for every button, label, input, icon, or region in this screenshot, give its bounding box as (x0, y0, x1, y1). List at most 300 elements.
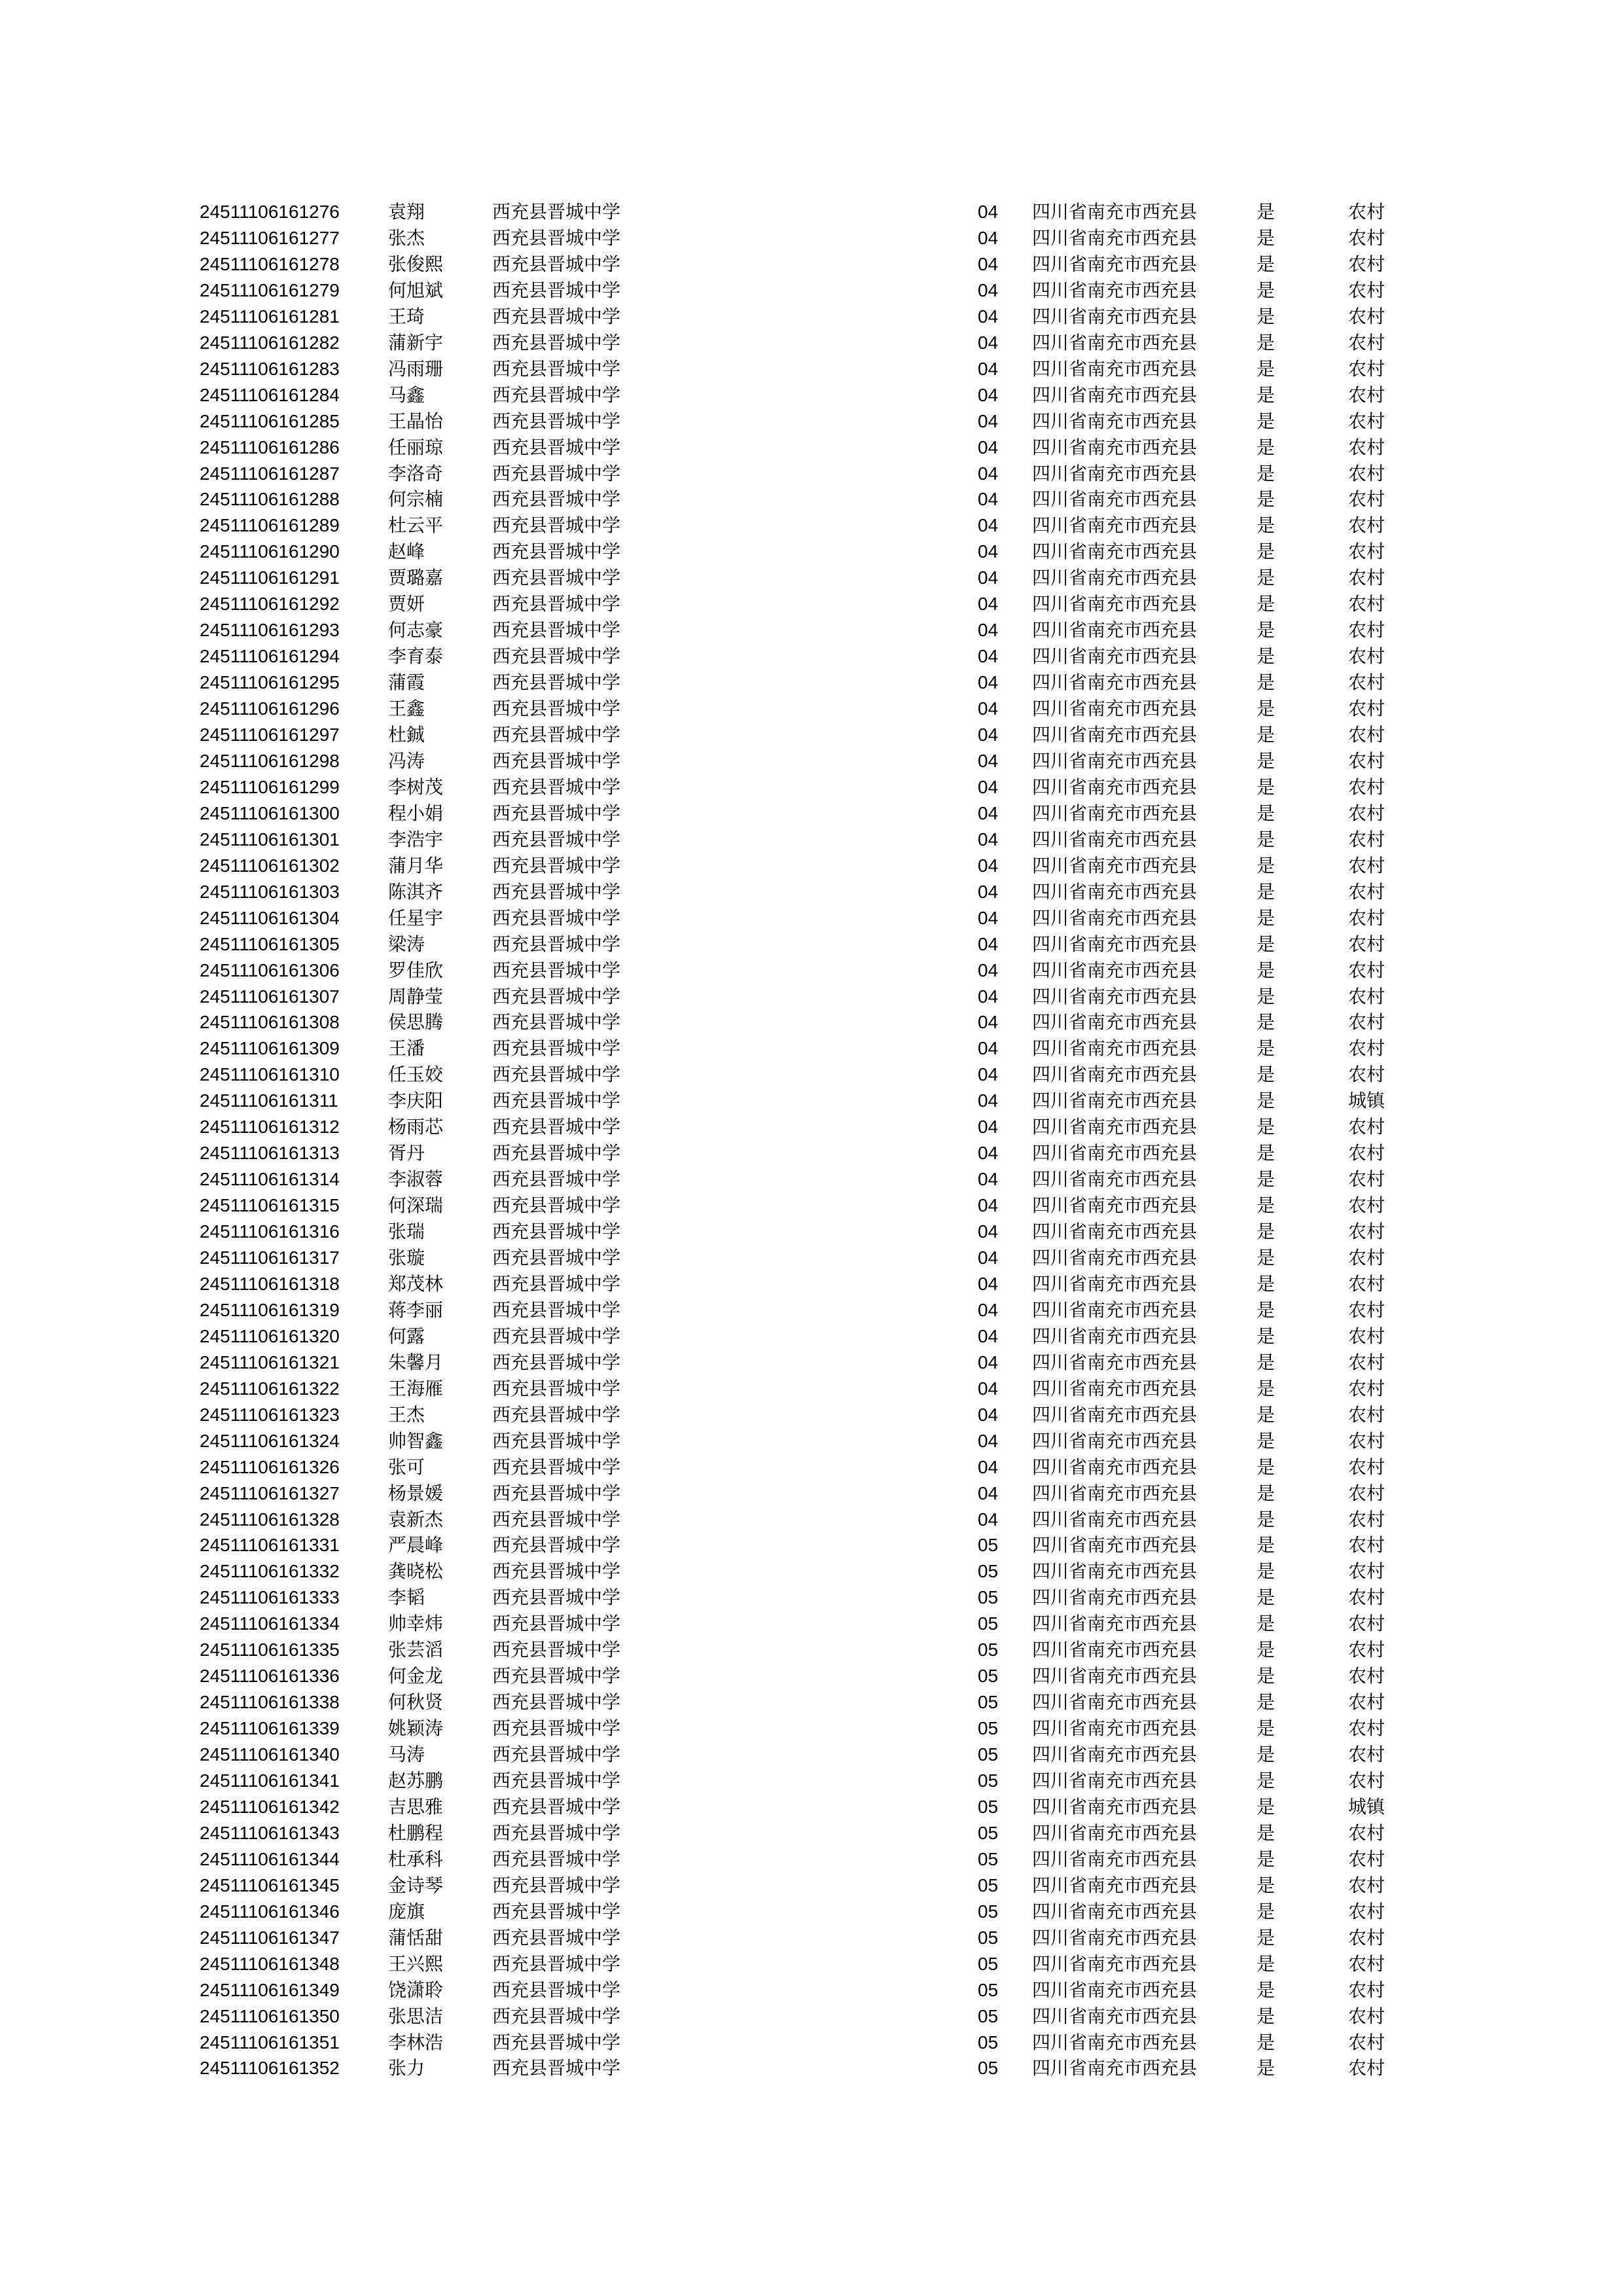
eligibility-flag: 是 (1257, 1691, 1275, 1713)
region: 四川省南充市西充县 (1032, 1064, 1198, 1086)
school-name: 西充县晋城中学 (492, 1037, 621, 1060)
category-code: 05 (978, 1979, 999, 2000)
table-row (0, 905, 1623, 931)
student-name: 罗佳欣 (388, 959, 444, 981)
eligibility-flag: 是 (1257, 985, 1275, 1007)
residence-type: 农村 (1348, 776, 1385, 798)
school-name: 西充县晋城中学 (492, 1142, 621, 1164)
region: 四川省南充市西充县 (1032, 1429, 1198, 1452)
student-id: 24511106161293 (200, 620, 340, 641)
region: 四川省南充市西充县 (1032, 959, 1198, 981)
school-name: 西充县晋城中学 (492, 1613, 621, 1635)
eligibility-flag: 是 (1257, 724, 1275, 745)
residence-type: 农村 (1348, 1325, 1385, 1347)
school-name: 西充县晋城中学 (492, 1665, 621, 1687)
school-name: 西充县晋城中学 (492, 1508, 621, 1530)
eligibility-flag: 是 (1257, 1325, 1275, 1347)
eligibility-flag: 是 (1257, 488, 1275, 511)
student-name: 何秋贤 (388, 1691, 444, 1713)
category-code: 04 (978, 933, 999, 954)
school-name: 西充县晋城中学 (492, 1221, 621, 1243)
table-row (0, 1715, 1623, 1742)
region: 四川省南充市西充县 (1032, 1821, 1198, 1844)
region: 四川省南充市西充县 (1032, 2005, 1198, 2027)
residence-type: 农村 (1348, 1482, 1385, 1504)
category-code: 05 (978, 2032, 999, 2053)
table-row (0, 1768, 1623, 1794)
category-code: 04 (978, 1064, 999, 1085)
category-code: 05 (978, 1640, 999, 1660)
region: 四川省南充市西充县 (1032, 1874, 1198, 1896)
eligibility-flag: 是 (1257, 331, 1275, 353)
student-id: 24511106161318 (200, 1273, 340, 1294)
student-id: 24511106161299 (200, 776, 340, 797)
student-id: 24511106161347 (200, 1927, 340, 1948)
region: 四川省南充市西充县 (1032, 1795, 1198, 1818)
residence-type: 农村 (1348, 698, 1385, 720)
region: 四川省南充市西充县 (1032, 1744, 1198, 1766)
school-name: 西充县晋城中学 (492, 1482, 621, 1504)
table-row (0, 1402, 1623, 1428)
eligibility-flag: 是 (1257, 1639, 1275, 1661)
category-code: 04 (978, 1352, 999, 1372)
category-code: 04 (978, 829, 999, 850)
student-id: 24511106161351 (200, 2032, 340, 2053)
region: 四川省南充市西充县 (1032, 1142, 1198, 1164)
residence-type: 农村 (1348, 1848, 1385, 1870)
table-row (0, 1088, 1623, 1114)
table-row (0, 1899, 1623, 1925)
school-name: 西充县晋城中学 (492, 331, 621, 353)
category-code: 05 (978, 1822, 999, 1843)
student-name: 王鑫 (388, 698, 425, 720)
region: 四川省南充市西充县 (1032, 672, 1198, 694)
category-code: 04 (978, 253, 999, 274)
category-code: 04 (978, 489, 999, 510)
residence-type: 农村 (1348, 619, 1385, 641)
residence-type: 农村 (1348, 828, 1385, 850)
student-id: 24511106161308 (200, 1012, 340, 1033)
student-name: 任星宇 (388, 906, 444, 929)
student-id: 24511106161301 (200, 829, 340, 850)
category-code: 04 (978, 1430, 999, 1451)
student-name: 王杰 (388, 1403, 425, 1426)
category-code: 04 (978, 1169, 999, 1190)
residence-type: 农村 (1348, 645, 1385, 668)
category-code: 04 (978, 437, 999, 457)
table-row (0, 1323, 1623, 1350)
student-id: 24511106161291 (200, 567, 340, 588)
category-code: 04 (978, 698, 999, 719)
category-code: 04 (978, 1090, 999, 1111)
eligibility-flag: 是 (1257, 567, 1275, 589)
student-name: 杜鋮 (388, 724, 425, 745)
student-id: 24511106161309 (200, 1038, 340, 1059)
category-code: 05 (978, 1901, 999, 1922)
category-code: 04 (978, 515, 999, 536)
student-id: 24511106161294 (200, 646, 340, 667)
student-id: 24511106161343 (200, 1822, 340, 1843)
school-name: 西充县晋城中学 (492, 985, 621, 1007)
student-name: 周静莹 (388, 985, 444, 1007)
category-code: 04 (978, 672, 999, 693)
school-name: 西充县晋城中学 (492, 828, 621, 850)
residence-type: 农村 (1348, 1874, 1385, 1896)
residence-type: 农村 (1348, 724, 1385, 745)
student-id: 24511106161344 (200, 1848, 340, 1869)
residence-type: 农村 (1348, 1952, 1385, 1975)
table-row (0, 199, 1623, 225)
student-name: 张杰 (388, 226, 425, 249)
region: 四川省南充市西充县 (1032, 2057, 1198, 2079)
school-name: 西充县晋城中学 (492, 1979, 621, 2001)
student-name: 朱馨月 (388, 1351, 444, 1373)
school-name: 西充县晋城中学 (492, 698, 621, 720)
student-id: 24511106161303 (200, 881, 340, 902)
region: 四川省南充市西充县 (1032, 645, 1198, 668)
region: 四川省南充市西充县 (1032, 410, 1198, 432)
school-name: 西充县晋城中学 (492, 1325, 621, 1347)
student-name: 任丽琼 (388, 436, 444, 458)
category-code: 05 (978, 1744, 999, 1765)
eligibility-flag: 是 (1257, 1168, 1275, 1191)
table-row (0, 512, 1623, 539)
eligibility-flag: 是 (1257, 1874, 1275, 1896)
eligibility-flag: 是 (1257, 1482, 1275, 1504)
student-name: 马涛 (388, 1744, 425, 1766)
residence-type: 农村 (1348, 1979, 1385, 2001)
student-name: 杨雨芯 (388, 1116, 444, 1138)
category-code: 05 (978, 1796, 999, 1817)
eligibility-flag: 是 (1257, 1011, 1275, 1033)
residence-type: 农村 (1348, 410, 1385, 432)
residence-type: 农村 (1348, 1116, 1385, 1138)
school-name: 西充县晋城中学 (492, 749, 621, 772)
table-row (0, 696, 1623, 722)
category-code: 04 (978, 358, 999, 379)
category-code: 04 (978, 1456, 999, 1477)
table-row (0, 1271, 1623, 1297)
school-name: 西充县晋城中学 (492, 776, 621, 798)
residence-type: 农村 (1348, 305, 1385, 327)
student-id: 24511106161317 (200, 1247, 340, 1268)
school-name: 西充县晋城中学 (492, 2057, 621, 2079)
eligibility-flag: 是 (1257, 1848, 1275, 1870)
student-name: 袁新杰 (388, 1508, 444, 1530)
school-name: 西充县晋城中学 (492, 1168, 621, 1191)
eligibility-flag: 是 (1257, 541, 1275, 563)
eligibility-flag: 是 (1257, 2057, 1275, 2079)
eligibility-flag: 是 (1257, 1587, 1275, 1609)
student-id: 24511106161283 (200, 358, 340, 379)
region: 四川省南充市西充县 (1032, 1299, 1198, 1321)
school-name: 西充县晋城中学 (492, 1587, 621, 1609)
category-code: 04 (978, 1482, 999, 1503)
eligibility-flag: 是 (1257, 906, 1275, 929)
school-name: 西充县晋城中学 (492, 436, 621, 458)
student-id: 24511106161311 (200, 1090, 338, 1111)
student-name: 张思洁 (388, 2005, 444, 2027)
student-name: 何志豪 (388, 619, 444, 641)
student-id: 24511106161285 (200, 410, 340, 431)
school-name: 西充县晋城中学 (492, 645, 621, 668)
region: 四川省南充市西充县 (1032, 1717, 1198, 1740)
school-name: 西充县晋城中学 (492, 1874, 621, 1896)
school-name: 西充县晋城中学 (492, 802, 621, 824)
student-name: 袁翔 (388, 201, 425, 223)
region: 四川省南充市西充县 (1032, 1770, 1198, 1791)
eligibility-flag: 是 (1257, 1377, 1275, 1399)
school-name: 西充县晋城中学 (492, 201, 621, 223)
student-id: 24511106161350 (200, 2005, 340, 2026)
residence-type: 农村 (1348, 1194, 1385, 1217)
student-id: 24511106161282 (200, 332, 340, 353)
eligibility-flag: 是 (1257, 1534, 1275, 1556)
student-id: 24511106161290 (200, 541, 340, 562)
region: 四川省南充市西充县 (1032, 1639, 1198, 1661)
student-id: 24511106161313 (200, 1143, 340, 1164)
category-code: 04 (978, 620, 999, 641)
residence-type: 农村 (1348, 1613, 1385, 1635)
region: 四川省南充市西充县 (1032, 1325, 1198, 1347)
eligibility-flag: 是 (1257, 1560, 1275, 1583)
eligibility-flag: 是 (1257, 1613, 1275, 1635)
region: 四川省南充市西充县 (1032, 933, 1198, 955)
region: 四川省南充市西充县 (1032, 1979, 1198, 2001)
school-name: 西充县晋城中学 (492, 410, 621, 432)
student-name: 张俊熙 (388, 253, 444, 275)
student-id: 24511106161327 (200, 1482, 340, 1503)
table-row (0, 1637, 1623, 1663)
residence-type: 农村 (1348, 226, 1385, 249)
student-id: 24511106161334 (200, 1613, 340, 1634)
table-row (0, 2055, 1623, 2081)
category-code: 05 (978, 1927, 999, 1948)
region: 四川省南充市西充县 (1032, 1403, 1198, 1426)
student-name: 王潘 (388, 1037, 425, 1060)
school-name: 西充县晋城中学 (492, 1299, 621, 1321)
table-row (0, 2003, 1623, 2030)
eligibility-flag: 是 (1257, 1194, 1275, 1217)
table-row (0, 1009, 1623, 1035)
eligibility-flag: 是 (1257, 933, 1275, 955)
school-name: 西充县晋城中学 (492, 906, 621, 929)
category-code: 05 (978, 1953, 999, 1974)
table-row (0, 1062, 1623, 1088)
residence-type: 农村 (1348, 357, 1385, 380)
student-name: 李淑蓉 (388, 1168, 444, 1191)
student-id: 24511106161306 (200, 960, 340, 980)
student-id: 24511106161297 (200, 725, 340, 745)
school-name: 西充县晋城中学 (492, 1116, 621, 1138)
school-name: 西充县晋城中学 (492, 880, 621, 903)
school-name: 西充县晋城中学 (492, 854, 621, 876)
student-name: 蒲霞 (388, 672, 425, 694)
table-row (0, 1114, 1623, 1140)
residence-type: 农村 (1348, 1926, 1385, 1948)
eligibility-flag: 是 (1257, 305, 1275, 327)
school-name: 西充县晋城中学 (492, 1639, 621, 1661)
table-row (0, 2030, 1623, 2056)
category-code: 04 (978, 776, 999, 797)
table-row (0, 486, 1623, 512)
school-name: 西充县晋城中学 (492, 1456, 621, 1478)
residence-type: 农村 (1348, 1247, 1385, 1268)
table-row (0, 670, 1623, 696)
student-id: 24511106161279 (200, 279, 340, 300)
category-code: 04 (978, 227, 999, 248)
student-name: 赵苏鹏 (388, 1770, 444, 1791)
region: 四川省南充市西充县 (1032, 305, 1198, 327)
category-code: 05 (978, 1874, 999, 1895)
table-row (0, 225, 1623, 251)
category-code: 04 (978, 960, 999, 980)
region: 四川省南充市西充县 (1032, 1351, 1198, 1373)
eligibility-flag: 是 (1257, 410, 1275, 432)
student-name: 何旭斌 (388, 279, 444, 301)
student-id: 24511106161345 (200, 1874, 340, 1895)
school-name: 西充县晋城中学 (492, 2005, 621, 2027)
residence-type: 农村 (1348, 514, 1385, 537)
student-name: 杜承科 (388, 1848, 444, 1870)
eligibility-flag: 是 (1257, 1717, 1275, 1740)
residence-type: 农村 (1348, 1011, 1385, 1033)
table-row (0, 827, 1623, 853)
table-row (0, 853, 1623, 879)
region: 四川省南充市西充县 (1032, 1221, 1198, 1243)
student-name: 龚晓松 (388, 1560, 444, 1583)
eligibility-flag: 是 (1257, 462, 1275, 484)
residence-type: 农村 (1348, 1900, 1385, 1922)
school-name: 西充县晋城中学 (492, 1770, 621, 1791)
student-name: 王兴熙 (388, 1952, 444, 1975)
eligibility-flag: 是 (1257, 1403, 1275, 1426)
student-name: 胥丹 (388, 1142, 425, 1164)
student-id: 24511106161339 (200, 1718, 340, 1739)
eligibility-flag: 是 (1257, 384, 1275, 406)
category-code: 04 (978, 1325, 999, 1346)
student-name: 任玉姣 (388, 1064, 444, 1086)
eligibility-flag: 是 (1257, 1744, 1275, 1766)
region: 四川省南充市西充县 (1032, 1090, 1198, 1112)
school-name: 西充县晋城中学 (492, 226, 621, 249)
category-code: 04 (978, 881, 999, 902)
student-name: 蒲恬甜 (388, 1926, 444, 1948)
eligibility-flag: 是 (1257, 514, 1275, 537)
table-row (0, 958, 1623, 984)
category-code: 04 (978, 986, 999, 1007)
student-name: 李浩宇 (388, 828, 444, 850)
school-name: 西充县晋城中学 (492, 1247, 621, 1268)
student-name: 帅智鑫 (388, 1429, 444, 1452)
residence-type: 农村 (1348, 1377, 1385, 1399)
eligibility-flag: 是 (1257, 1090, 1275, 1112)
student-name: 何深瑞 (388, 1194, 444, 1217)
category-code: 04 (978, 1404, 999, 1425)
region: 四川省南充市西充县 (1032, 1456, 1198, 1478)
category-code: 04 (978, 567, 999, 588)
student-id: 24511106161281 (200, 306, 340, 327)
region: 四川省南充市西充县 (1032, 802, 1198, 824)
category-code: 04 (978, 332, 999, 353)
eligibility-flag: 是 (1257, 802, 1275, 824)
table-row (0, 1376, 1623, 1402)
region: 四川省南充市西充县 (1032, 253, 1198, 275)
region: 四川省南充市西充县 (1032, 357, 1198, 380)
school-name: 西充县晋城中学 (492, 541, 621, 563)
school-name: 西充县晋城中学 (492, 462, 621, 484)
region: 四川省南充市西充县 (1032, 384, 1198, 406)
category-code: 05 (978, 2005, 999, 2026)
eligibility-flag: 是 (1257, 1508, 1275, 1530)
residence-type: 农村 (1348, 1639, 1385, 1661)
school-name: 西充县晋城中学 (492, 1194, 621, 1217)
region: 四川省南充市西充县 (1032, 749, 1198, 772)
table-row (0, 1794, 1623, 1820)
school-name: 西充县晋城中学 (492, 619, 621, 641)
region: 四川省南充市西充县 (1032, 619, 1198, 641)
school-name: 西充县晋城中学 (492, 724, 621, 745)
student-name: 何金龙 (388, 1665, 444, 1687)
residence-type: 农村 (1348, 1456, 1385, 1478)
school-name: 西充县晋城中学 (492, 1429, 621, 1452)
region: 四川省南充市西充县 (1032, 541, 1198, 563)
table-row (0, 1585, 1623, 1611)
category-code: 05 (978, 1666, 999, 1687)
region: 四川省南充市西充县 (1032, 854, 1198, 876)
school-name: 西充县晋城中学 (492, 1952, 621, 1975)
category-code: 04 (978, 384, 999, 405)
region: 四川省南充市西充县 (1032, 279, 1198, 301)
table-row (0, 1951, 1623, 1977)
table-row (0, 1663, 1623, 1689)
residence-type: 农村 (1348, 567, 1385, 589)
student-name: 蒲月华 (388, 854, 444, 876)
category-code: 04 (978, 725, 999, 745)
category-code: 05 (978, 1561, 999, 1582)
residence-type: 农村 (1348, 802, 1385, 824)
residence-type: 农村 (1348, 488, 1385, 511)
eligibility-flag: 是 (1257, 619, 1275, 641)
category-code: 04 (978, 306, 999, 327)
category-code: 04 (978, 1299, 999, 1320)
residence-type: 农村 (1348, 1691, 1385, 1713)
eligibility-flag: 是 (1257, 1926, 1275, 1948)
student-id: 24511106161346 (200, 1901, 340, 1922)
table-row (0, 1219, 1623, 1245)
student-id: 24511106161332 (200, 1561, 340, 1582)
school-name: 西充县晋城中学 (492, 357, 621, 380)
residence-type: 农村 (1348, 2005, 1385, 2027)
table-row (0, 1689, 1623, 1715)
table-row (0, 591, 1623, 617)
eligibility-flag: 是 (1257, 854, 1275, 876)
residence-type: 农村 (1348, 1770, 1385, 1791)
student-name: 侯思腾 (388, 1011, 444, 1033)
residence-type: 农村 (1348, 1064, 1385, 1086)
school-name: 西充县晋城中学 (492, 1090, 621, 1112)
residence-type: 农村 (1348, 201, 1385, 223)
residence-type: 农村 (1348, 1221, 1385, 1243)
student-name: 贾璐嘉 (388, 567, 444, 589)
table-row (0, 304, 1623, 330)
category-code: 04 (978, 1273, 999, 1294)
residence-type: 农村 (1348, 1587, 1385, 1609)
residence-type: 农村 (1348, 906, 1385, 929)
residence-type: 农村 (1348, 854, 1385, 876)
table-row (0, 461, 1623, 487)
category-code: 04 (978, 855, 999, 876)
